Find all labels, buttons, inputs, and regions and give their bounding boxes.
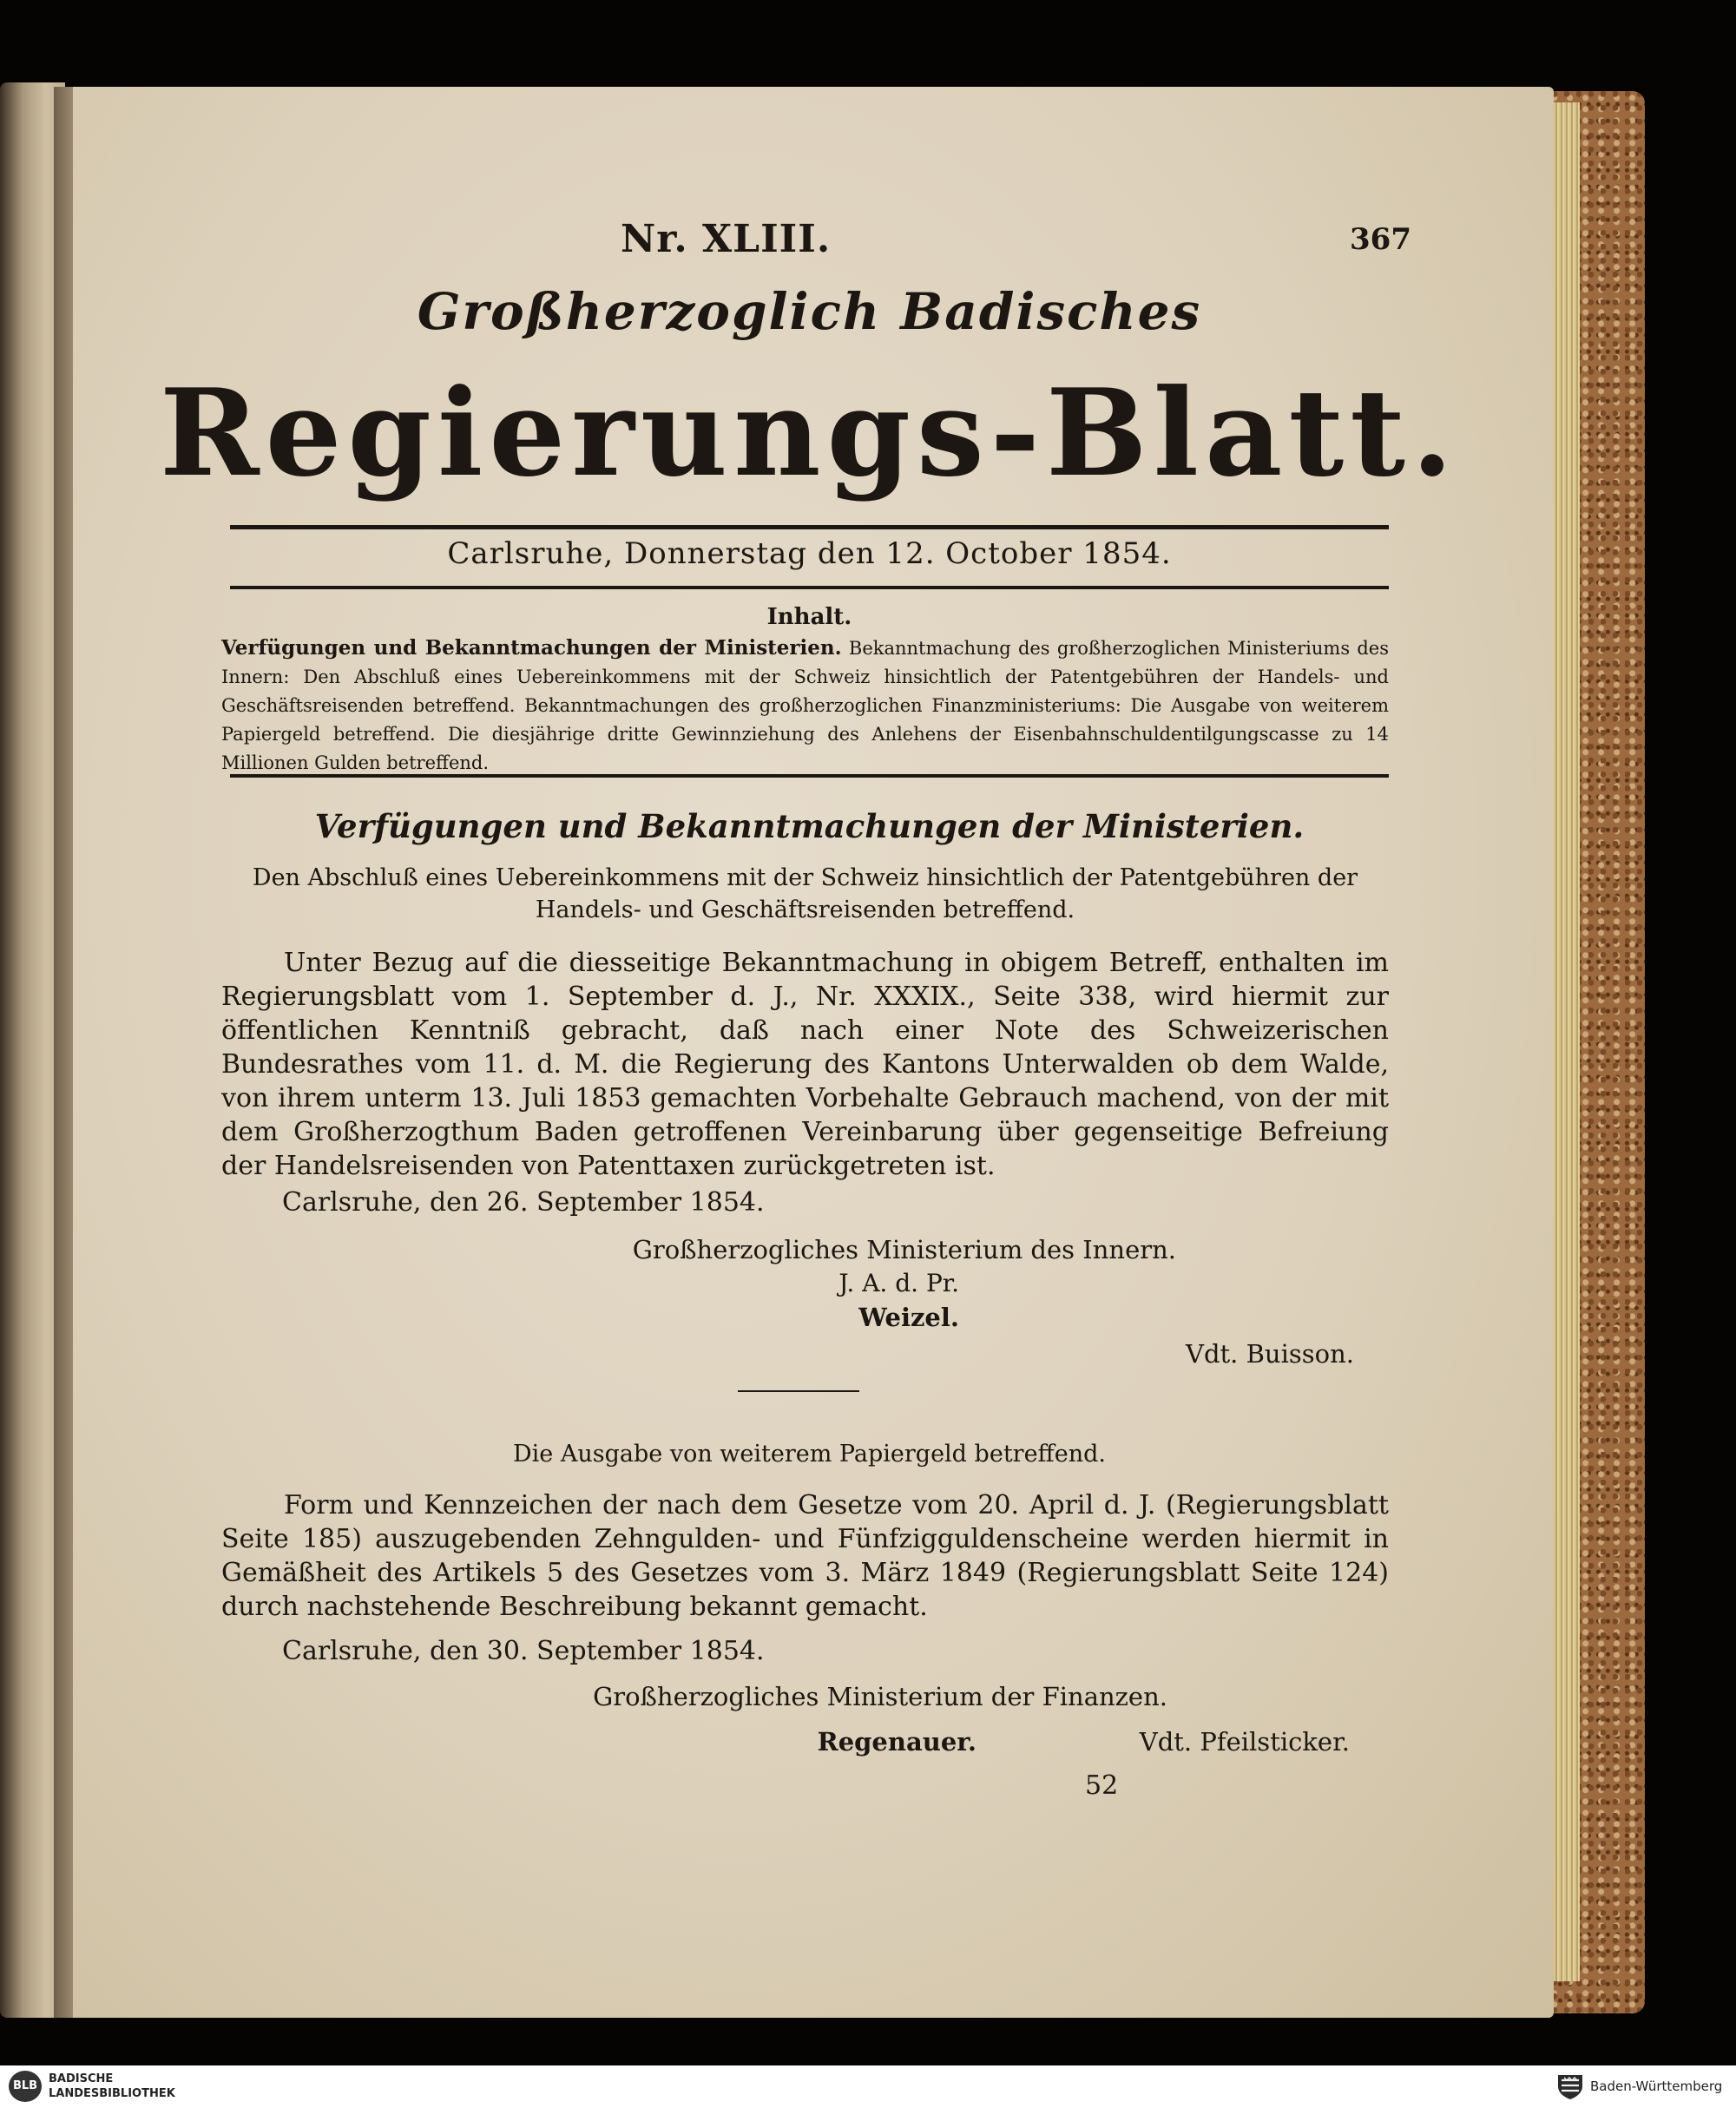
baden-wuerttemberg-crest-icon[interactable] xyxy=(1555,2072,1586,2100)
notice-1-subject: Den Abschluß eines Uebereinkommens mit der Schweiz hinsichtlich der Patentgebühren der Handels- und Geschäftsreisenden betreffend. xyxy=(252,864,1358,923)
issue-number: Nr. XLIII. xyxy=(621,217,832,261)
contents-body: Bekanntmachung des großherzoglichen Ministeriums des Innern: Den Abschluß eines Uebereinkommens mit der Schweiz hinsichtlich der Patentgebühren der Handels- und Geschäftsreisenden betreffend. Bekanntmachungen des großherzoglichen Finanzministeriums: Die Ausgabe von weiterem Papiergeld betreffend. Die diesjährige dritte Gewinnziehung des Anlehens der Eisenbahnschuldentilgungscasse zu 14 Millionen Gulden betreffend. xyxy=(221,638,1389,773)
notice-1-ministry: Großherzogliches Ministerium des Innern. xyxy=(632,1235,1176,1264)
notice-1-body: Unter Bezug auf die diesseitige Bekanntmachung in obigem Betreff, enthalten im Regierungsblatt vom 1. September d. J., Nr. XXXIX., Seite 338, wird hiermit zur öffentlichen Kenntniß gebracht, daß nach einer Note des Schweizerischen Bundesrathes vom 11. d. M. die Regierung des Kantons Unterwalden ob dem Walde, von ihrem unterm 13. Juli 1853 gemachten Vorbehalte Gebrauch machend, von der mit dem Großherzogthum Baden getroffenen Vereinbarung über gegenseitige Befreiung der Handelsreisenden von Patenttaxen zurückgetreten ist. xyxy=(221,948,1389,1181)
masthead-subtitle: Großherzoglich Badisches xyxy=(417,282,1202,341)
blb-logo-icon[interactable]: BLB xyxy=(9,2071,42,2102)
library-name-line-2: LANDESBIBLIOTHEK xyxy=(49,2087,175,2100)
notice-1-on-behalf: J. A. d. Pr. xyxy=(838,1269,959,1297)
notice-2-ministry: Großherzogliches Ministerium der Finanzen. xyxy=(593,1682,1167,1711)
state-name: Baden-Württemberg xyxy=(1590,2078,1723,2094)
contents-heading: Inhalt. xyxy=(766,604,852,630)
library-name-line-1: BADISCHE xyxy=(49,2072,114,2085)
rule-below-dateline xyxy=(230,586,1389,589)
notice-1-countersign: Vdt. Buisson. xyxy=(1186,1339,1354,1369)
section-title: Verfügungen und Bekanntmachungen der Ministerien. xyxy=(314,807,1305,845)
notice-1-signature: Weizel. xyxy=(858,1303,959,1332)
separator-rule xyxy=(738,1390,859,1392)
rule-top xyxy=(230,525,1389,529)
contents-lead: Verfügungen und Bekanntmachungen der Ministerien. xyxy=(221,636,842,660)
page-content xyxy=(65,87,1554,2018)
page-edges xyxy=(1554,102,1580,1981)
notice-2-subject: Die Ausgabe von weiterem Papiergeld betreffend. xyxy=(513,1441,1106,1468)
dateline: Carlsruhe, Donnerstag den 12. October 1854. xyxy=(447,536,1172,571)
sheet-number: 52 xyxy=(1085,1770,1119,1801)
notice-2-body: Form und Kennzeichen der nach dem Gesetze vom 20. April d. J. (Regierungsblatt Seite 185) auszugebenden Zehngulden- und Fünfzigguldenscheine werden hiermit in Gemäßheit des Artikels 5 des Gesetzes vom 3. März 1849 (Regierungsblatt Seite 124) durch nachstehende Beschreibung bekannt gemacht. xyxy=(221,1490,1389,1622)
notice-2-countersign: Vdt. Pfeilsticker. xyxy=(1139,1727,1350,1757)
library-name xyxy=(49,2072,222,2101)
footer-bar xyxy=(0,2065,1736,2108)
masthead-title: Regierungs-Blatt. xyxy=(159,362,1460,503)
page-number: 367 xyxy=(1350,222,1411,257)
notice-2-date: Carlsruhe, den 30. September 1854. xyxy=(282,1636,765,1666)
notice-2-signature: Regenauer. xyxy=(817,1727,976,1757)
notice-1-date: Carlsruhe, den 26. September 1854. xyxy=(282,1187,765,1218)
contents-text xyxy=(221,634,1389,778)
rule-below-contents xyxy=(230,774,1389,778)
